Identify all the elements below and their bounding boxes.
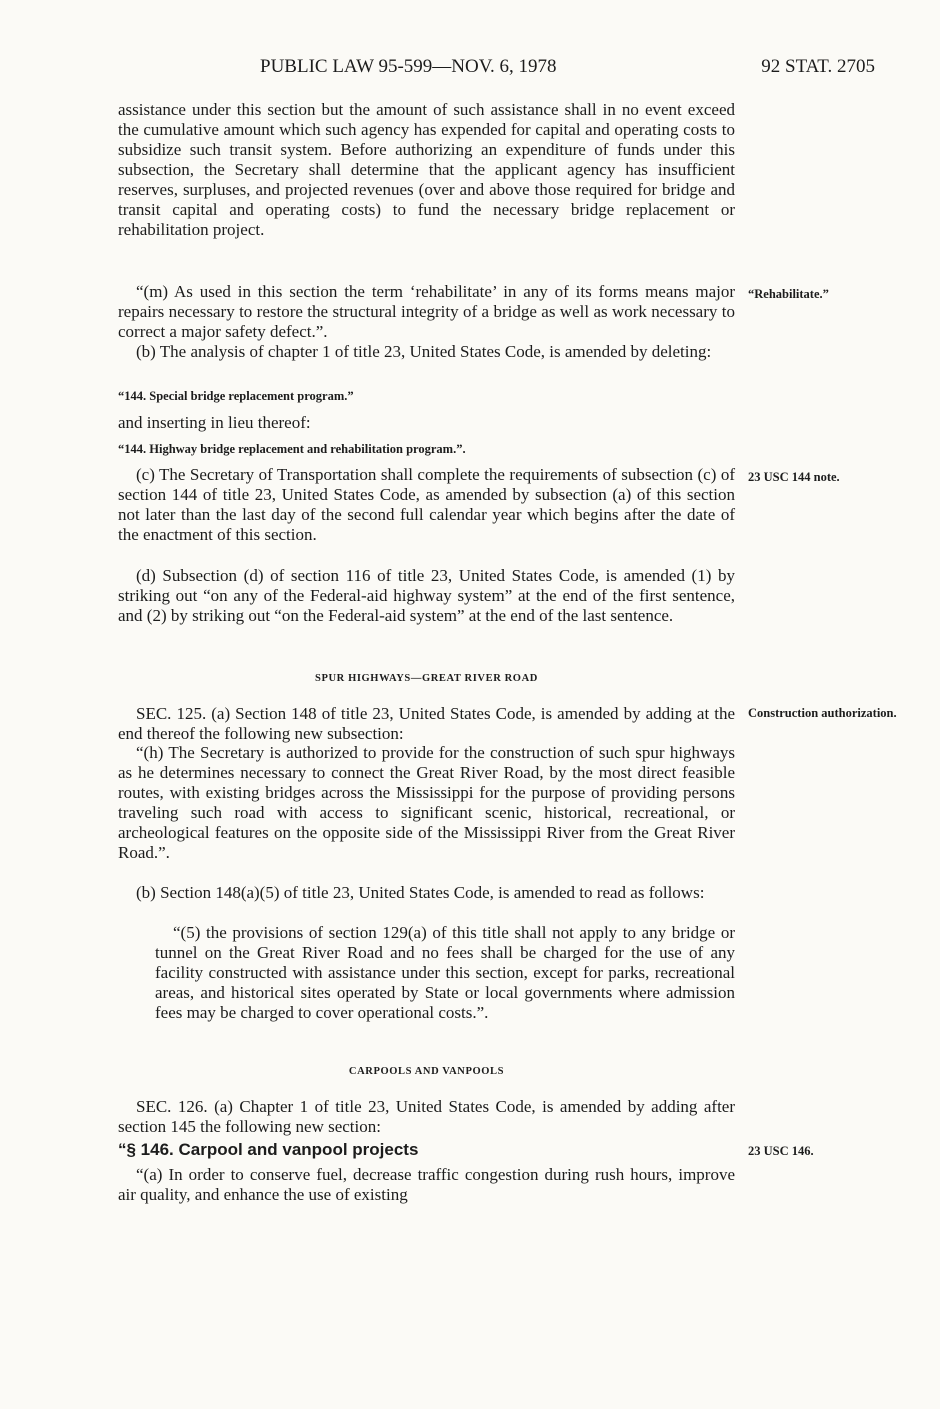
paragraph-h: “(h) The Secretary is authorized to provide for the construction of such spur highways as he determines necessary to connect the Great River Road, by the most direct feasible routes, with existing bridges across the Mississippi for the purpose of providing persons traveling such road with access to significant scenic, historical, recreational, or archeological features on the opposite side of the Mississippi River from the Great River Road.”. <box>118 743 735 862</box>
paragraph-d: (d) Subsection (d) of section 116 of title 23, United States Code, is amended (1) by striking out “on any of the Federal-aid highway system” at the end of the first sentence, and (2) by striking out “on the Federal-aid system” at the end of the last sentence. <box>118 566 735 625</box>
margin-note-usc-146: 23 USC 146. <box>748 1144 814 1158</box>
inserted-item: “144. Highway bridge replacement and rehabilitation program.”. <box>118 442 466 456</box>
header-title: PUBLIC LAW 95-599—NOV. 6, 1978 <box>260 56 557 77</box>
margin-note-construction: Construction authorization. <box>748 706 897 720</box>
paragraph-1: assistance under this section but the amount of such assistance shall in no event exceed the cumulative amount which such agency has expended for capital and operating costs to subsidize such transit system. Before authorizing an expenditure of funds under this subsection, the Secretary shall determine that the applicant agency has insufficient reserves, surpluses, and projected revenues (over and above those required for bridge and transit capital and operating costs) to fund the necessary bridge replacement or rehabilitation project. <box>118 100 735 239</box>
paragraph-sec-126: SEC. 126. (a) Chapter 1 of title 23, United States Code, is amended by adding after section 145 the following new section: <box>118 1097 735 1136</box>
paragraph-sec-125: SEC. 125. (a) Section 148 of title 23, United States Code, is amended by adding at the end thereof the following new subsection: <box>118 704 735 743</box>
paragraph-5-provisions: “(5) the provisions of section 129(a) of this title shall not apply to any bridge or tunnel on the Great River Road and no fees shall be charged for the use of any facility constructed with assistance under this section, except for parks, recreational areas, and historical sites operated by State or local governments where admission fees may be charged to cover operational costs.”. <box>155 923 735 1022</box>
paragraph-m: “(m) As used in this section the term ‘rehabilitate’ in any of its forms means major repairs necessary to restore the structural integrity of a bridge as well as work necessary to correct a major safety defect.”. <box>118 282 735 341</box>
paragraph-c: (c) The Secretary of Transportation shall complete the requirements of subsection (c) of section 144 of title 23, United States Code, as amended by subsection (a) of this section not later than the last day of the second full calendar year which begins after the date of the enactment of this section. <box>118 465 735 544</box>
section-heading-carpools: CARPOOLS AND VANPOOLS <box>348 1066 505 1077</box>
section-heading-spur-highways: SPUR HIGHWAYS—GREAT RIVER ROAD <box>315 673 538 684</box>
header-stat: 92 STAT. 2705 <box>761 56 875 77</box>
paragraph-inserting: and inserting in lieu thereof: <box>118 413 311 432</box>
deleted-item: “144. Special bridge replacement program.” <box>118 389 354 403</box>
margin-note-usc-144: 23 USC 144 note. <box>748 470 840 484</box>
paragraph-b-148: (b) Section 148(a)(5) of title 23, United States Code, is amended to read as follows: <box>136 883 705 902</box>
paragraph-146-a: “(a) In order to conserve fuel, decrease traffic congestion during rush hours, improve air quality, and enhance the use of existing <box>118 1165 735 1204</box>
paragraph-b-analysis: (b) The analysis of chapter 1 of title 23, United States Code, is amended by deleting: <box>136 342 712 361</box>
margin-note-rehabilitate: “Rehabilitate.” <box>748 287 829 301</box>
section-146-title: “§ 146. Carpool and vanpool projects <box>118 1140 419 1159</box>
